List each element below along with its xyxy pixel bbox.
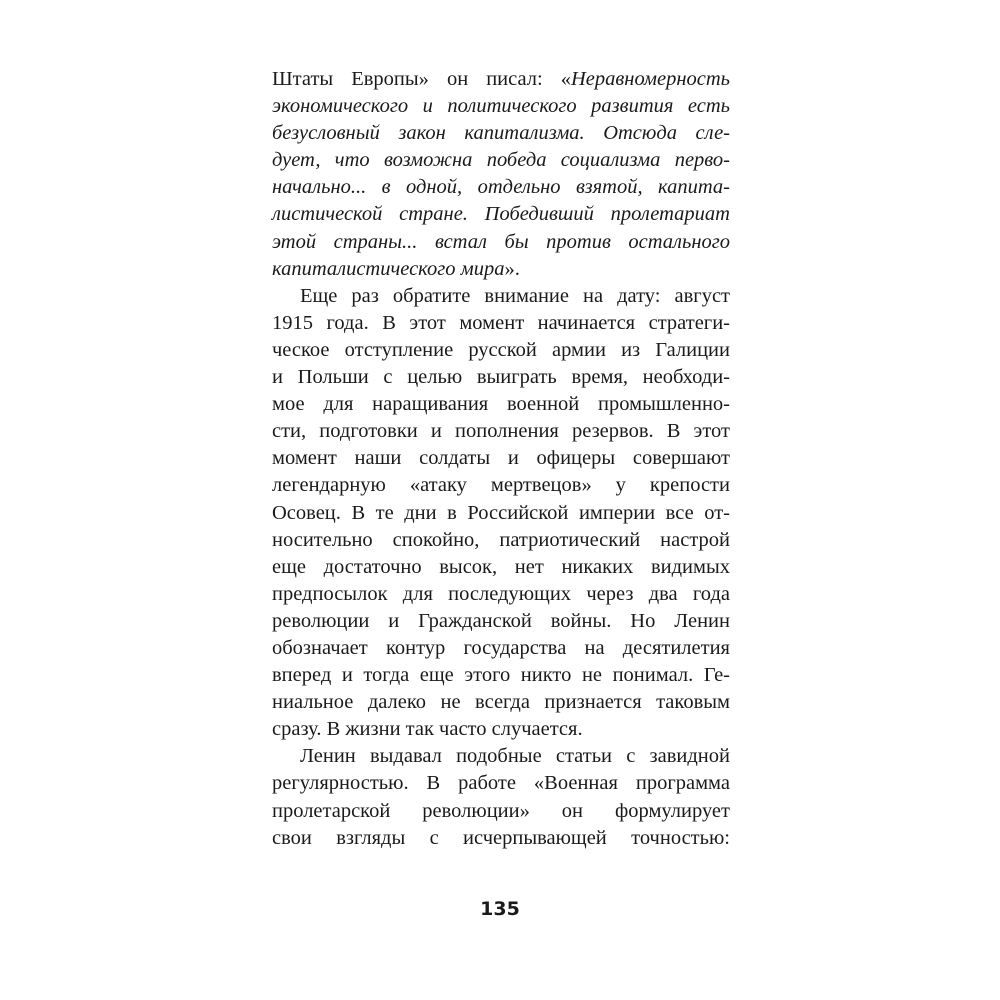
body-text-span: сти, подготовки и пополнения резервов. В этот xyxy=(272,420,730,443)
page-number: 135 xyxy=(480,898,520,920)
body-text-span: пролетарской революции» он формулирует xyxy=(272,799,730,822)
text-line xyxy=(272,527,730,554)
text-line xyxy=(272,716,730,743)
text-line xyxy=(272,662,730,689)
body-text-span: обозначает контур государства на десятилетия xyxy=(272,636,730,659)
body-text-span: еще достаточно высок, нет никаких видимых xyxy=(272,555,730,578)
body-text-span: свои взгляды с исчерпывающей точностью: xyxy=(272,826,730,849)
quote-text-span: этой страны... встал бы против остального xyxy=(272,230,730,253)
text-line xyxy=(272,635,730,662)
body-text-span: ческое отступление русской армии из Галиции xyxy=(272,338,730,361)
quote-text-span: капиталистического мира xyxy=(272,257,505,280)
text-line xyxy=(272,472,730,499)
text-line xyxy=(272,825,730,852)
text-line xyxy=(272,310,730,337)
text-line xyxy=(272,500,730,527)
text-line xyxy=(272,770,730,797)
text-line xyxy=(272,147,730,174)
body-text-span: революции и Гражданской войны. Но Ленин xyxy=(272,609,730,632)
body-text-span: момент наши солдаты и офицеры совершают xyxy=(272,447,730,470)
text-line xyxy=(272,201,730,228)
body-text-span: мое для наращивания военной промышленно- xyxy=(272,393,730,416)
text-line xyxy=(272,445,730,472)
text-line xyxy=(272,554,730,581)
quote-text-span: экономического и политического развития есть xyxy=(272,95,730,118)
text-line xyxy=(272,229,730,256)
body-text-span: ниальное далеко не всегда признается таковым xyxy=(272,691,730,714)
body-text-span: 1915 года. В этот момент начинается стратеги- xyxy=(272,311,730,334)
body-text-span: Ленин выдавал подобные статьи с завидной xyxy=(300,745,730,768)
quote-text-span: Неравномерность xyxy=(570,68,730,90)
text-line xyxy=(272,174,730,201)
text-line xyxy=(272,256,730,283)
body-text-span: Штаты Европы» он писал: « xyxy=(272,68,571,90)
quote-text-span: безусловный закон капитализма. Отсюда сле- xyxy=(272,122,730,145)
body-text-span: легендарную «атаку мертвецов» у крепости xyxy=(272,474,730,497)
body-text-span: ». xyxy=(504,257,520,280)
body-text-span: носительно спокойно, патриотический настрой xyxy=(272,528,730,551)
text-line xyxy=(272,581,730,608)
body-text-span: и Польши с целью выиграть время, необходи- xyxy=(272,366,730,389)
page-text-block xyxy=(272,66,730,852)
text-line xyxy=(272,689,730,716)
body-text-span: Осовец. В те дни в Российской империи все от- xyxy=(272,501,730,524)
body-text-span: Еще раз обратите внимание на дату: август xyxy=(300,284,730,307)
text-line xyxy=(272,798,730,825)
text-line xyxy=(272,337,730,364)
body-text-span: регулярностью. В работе «Военная программа xyxy=(272,772,730,795)
body-text-span: вперед и тогда еще этого никто не понимал. Ге- xyxy=(272,664,730,687)
text-line xyxy=(272,120,730,147)
quote-text-span: дует, что возможна победа социализма перво- xyxy=(272,149,730,172)
text-line xyxy=(272,283,730,310)
text-line xyxy=(272,608,730,635)
body-text-span: предпосылок для последующих через два года xyxy=(272,582,730,605)
text-line xyxy=(272,743,730,770)
text-line xyxy=(272,391,730,418)
quote-text-span: листической стране. Победивший пролетариат xyxy=(272,203,730,226)
quote-text-span: начально... в одной, отдельно взятой, капита- xyxy=(272,176,730,199)
body-text-span: сразу. В жизни так часто случается. xyxy=(272,718,583,741)
text-line xyxy=(272,364,730,391)
text-line xyxy=(272,418,730,445)
text-line xyxy=(272,93,730,120)
text-line xyxy=(272,66,730,93)
